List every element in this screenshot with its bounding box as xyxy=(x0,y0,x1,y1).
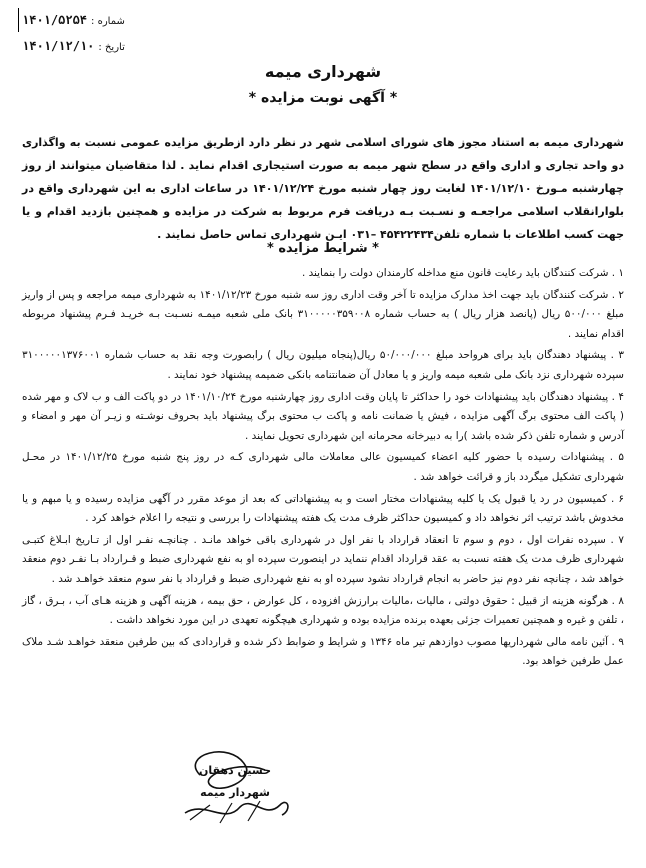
condition-item: ۴ . پیشنهاد دهندگان باید پیشنهادات خود را حداکثر تا پایان وقت اداری روز چهارشنبه مورخ ۱۴۰۱/۱۰/۲۴ در دو پاکت الف و ب لاک و مهر شده ( پاکت الف محتوی برگ آگهی مزایده ، فیش یا ضمانت نامه و پاکت ب محتوی برگ پیشنهاد باید بحروف نوشـته و زیـر آن مهر و امضاء و آدرس و شماره تلفن ذکر شده باشد )را به دبیرخانه محرمانه این شهرداری تحویل نمایند . xyxy=(22,390,624,442)
letter-number-label: شماره : xyxy=(91,16,125,27)
condition-item: ۵ . پیشنهادات رسیده با حضور کلیه اعضاء کمیسیون عالی معاملات مالی شهرداری کـه در روز پنج شنبه مورخ ۱۴۰۱/۱۲/۲۵ در محـل شهرداری تشکیل میگردد باز و قرائت خواهد شد . xyxy=(22,451,625,483)
condition-item: ۹ . آئین نامه مالی شهرداریها مصوب دوازدهم تیر ماه ۱۳۴۶ و شرایط و ضوابط ذکر شده و قراردادی که بین طرفین منعقد خواهـد شـد ملاک عمل طرفین خواهد بود. xyxy=(22,635,624,668)
letter-number xyxy=(18,8,125,34)
condition-item: ۸ . هرگونه هزینه از قبیل : حقوق دولتی ، مالیات ،مالیات برارزش افزوده ، کل عوارض ، حق بیمه ، هزینه آگهی و هزینه هـای آب ، بـرق ، گاز ، تلفن و غیره و همچنین تعمیرات جزئی بعهده برنده مزایده بوده و شهرداری هیچگونه تعهدی در این مورد نخواهد داشت . xyxy=(22,594,624,627)
letter-date-label: تاریخ : xyxy=(98,42,125,53)
document-subtitle: * آگهی نوبت مزایده * xyxy=(248,90,398,106)
condition-item: ۱ . شرکت کنندگان باید رعایت قانون منع مداخله کارمندان دولت را بنمایند . xyxy=(301,267,624,279)
signatory-role: شهردار میمه xyxy=(200,786,270,799)
condition-item: ۷ . سپرده نفرات اول ، دوم و سوم تا انعقاد قرارداد با نفر اول در شهرداری باقی خواهد مانـد . چنانچـه نفـر اول از تـاریخ ابـلاغ کتبـی شهرداری ظرف مدت یک هفته نسبت به عقد قرارداد اقدام ننماید در اینصورت سپرده او به نفع شهرداری ضبط و قـرارداد بـا نفـر دوم منعقد خواهد شد ، چنانچه نفر دوم نیز حاضر به انجام قرارداد نشود سپرده او به نفع شهرداری ضبط و قرارداد با نفر سوم منعقد خواهـد شد . xyxy=(22,533,624,585)
condition-item: ۶ . کمیسیون در رد یا قبول یک یا کلیه پیشنهادات مختار است و به پیشنهاداتی که بعد از موعد مقرر در آگهی مزایده رسیده و یا مبهم و یا مخدوش باشد ترتیب اثر نخواهد داد و کمیسیون حداکثر ظرف مدت یک هفته پیشنهادات را بررسی و نتیجه را اعلام خواهد کرد . xyxy=(22,492,624,525)
document-title: شهرداری میمه xyxy=(264,62,382,81)
conditions-list xyxy=(22,264,624,674)
letter-number-value: ۱۴۰۱/۵۲۵۴ xyxy=(18,8,87,32)
condition-item: ۲ . شرکت کنندگان باید جهت اخذ مدارک مزایده تا آخر وقت اداری روز سه شنبه مورخ ۱۴۰۱/۱۲/۲۳ به شهرداری میمه مراجعه و پس از واریز مبلغ ۵۰۰/۰۰۰ ریال (پانصد هزار ریال ) به حساب شماره ۳۱۰۰۰۰۰۳۵۹۰۰۸ بانک ملی شعبه میمـه نسـبت بـه خریـد فـرم پیشنهاد مربوطه اقدام نمایند . xyxy=(22,288,624,340)
letter-meta xyxy=(18,8,125,60)
condition-item: ۳ . پیشنهاد دهندگان باید برای هرواحد مبلغ ۵۰/۰۰۰/۰۰۰ ریال(پنجاه میلیون ریال ) رابصورت وجه نقد به حساب شماره ۳۱۰۰۰۰۰۱۳۷۶۰۰۱ سپرده شهرداری نزد بانک ملی شعبه میمه واریز و یا معادل آن ضمانتنامه بانکی ضمیمه پیشنهاد خود نمایند . xyxy=(22,349,624,381)
signatory-name: حسین دهقان xyxy=(198,764,272,777)
conditions-title: * شرایط مزایده * xyxy=(267,241,379,256)
signature-block xyxy=(180,760,290,804)
letter-date xyxy=(18,34,125,60)
intro-paragraph: شهرداری میمه به استناد مجوز های شورای اسلامی شهر در نظر دارد ازطریق مزایده عمومی نسبت به واگذاری دو واحد تجاری و اداری واقع در سطح شهر میمه به صورت استیجاری اقدام نماید . لذا متقاضیان میتوانند از روز چهارشنبه مـورخ ۱۴۰۱/۱۲/۱۰ لغایت روز چهار شنبه مورخ ۱۴۰۱/۱۲/۲۴ در ساعات اداری به این شهرداری واقع در بلوارانقلاب اسلامی مراجعـه و نسـبت بـه دریافت فرم مربوط به شرکت در مزایده و همچنین بازدید اقدام و یا جهت کسب اطلاعات با شماره تلفن۴۵۴۲۲۴۳۴ –۰۳۱ ایـن شهرداری تماس حاصل نمایند . xyxy=(22,136,624,241)
letter-date-value: ۱۴۰۱/۱۲/۱۰ xyxy=(22,39,95,53)
